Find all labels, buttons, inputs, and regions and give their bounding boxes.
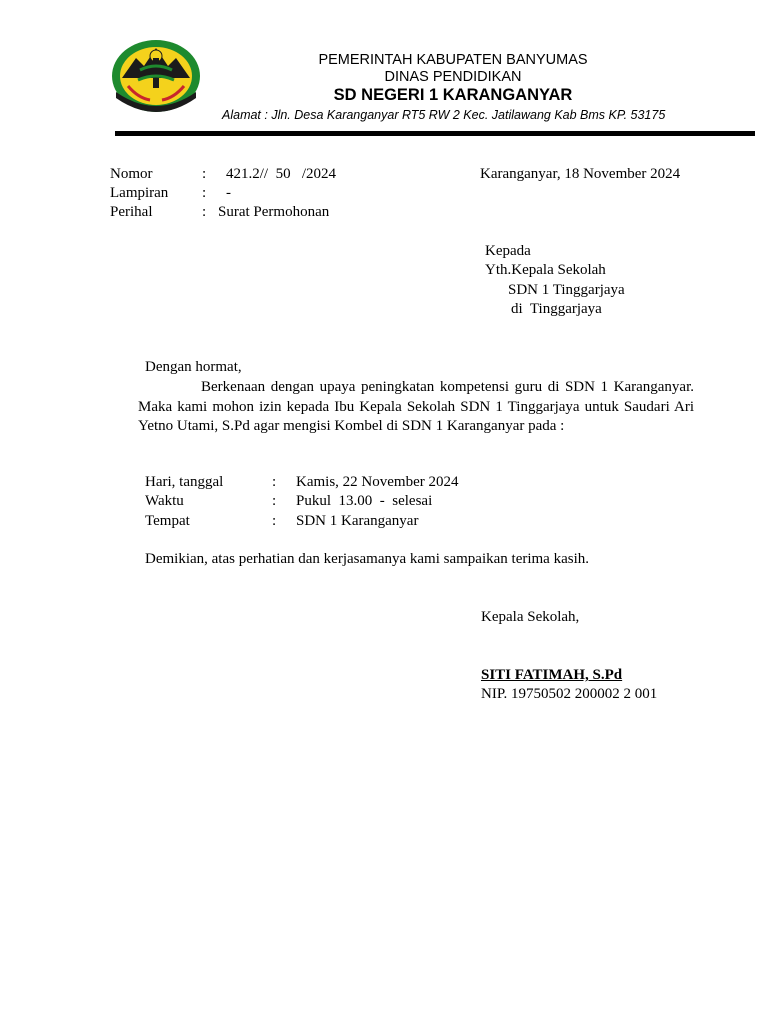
body-paragraph-block (138, 378, 694, 437)
letterhead-divider (115, 131, 755, 136)
schedule-place-value: SDN 1 Karanganyar (296, 513, 419, 529)
recipient-line-4: di Tinggarjaya (511, 301, 602, 317)
lampiran-label: Lampiran (110, 185, 169, 201)
letterhead-department: DINAS PENDIDIKAN (384, 69, 522, 85)
letterhead-address: Alamat : Jln. Desa Karanganyar RT5 RW 2 Kec. Jatilawang Kab Bms KP. 53175 (222, 108, 666, 122)
place-date: Karanganyar, 18 November 2024 (480, 166, 681, 182)
signature-title: Kepala Sekolah, (481, 609, 580, 625)
recipient-line-3: SDN 1 Tinggarjaya (508, 282, 625, 298)
recipient-line-2: Yth.Kepala Sekolah (485, 262, 606, 278)
schedule-time-label: Waktu (145, 493, 184, 509)
greeting: Dengan hormat, (145, 359, 242, 375)
schedule-place-label: Tempat (145, 513, 190, 529)
schedule-date-colon: : (272, 474, 277, 490)
letterhead-school-name: SD NEGERI 1 KARANGANYAR (333, 86, 573, 104)
schedule-date-label: Hari, tanggal (145, 474, 224, 490)
nomor-colon: : (202, 166, 207, 182)
schedule-place-colon: : (272, 513, 277, 529)
signature-name: SITI FATIMAH, S.Pd (481, 667, 623, 683)
signature-nip: NIP. 19750502 200002 2 001 (481, 686, 658, 702)
schedule-time-value: Pukul 13.00 - selesai (296, 493, 433, 509)
schedule-date-value: Kamis, 22 November 2024 (296, 474, 459, 490)
schedule-time-colon: : (272, 493, 277, 509)
perihal-label: Perihal (110, 204, 153, 220)
lampiran-colon: : (202, 185, 207, 201)
perihal-value: Surat Permohonan (218, 204, 330, 220)
nomor-value: 421.2// 50 /2024 (226, 166, 337, 182)
perihal-colon: : (202, 204, 207, 220)
banyumas-regency-logo (110, 36, 202, 114)
recipient-line-1: Kepada (485, 243, 531, 259)
letterhead-government: PEMERINTAH KABUPATEN BANYUMAS (318, 52, 588, 68)
body-paragraph: Berkenaan dengan upaya peningkatan kompetensi guru di SDN 1 Karanganyar. Maka kami mohon izin kepada Ibu Kepala Sekolah SDN 1 Tinggarjaya untuk Saudari Ari Yetno Utami, S.Pd agar mengisi Kombel di SDN 1 Karanganyar pada : (138, 379, 694, 434)
nomor-label: Nomor (110, 166, 153, 182)
lampiran-value: - (226, 185, 231, 201)
closing-sentence: Demikian, atas perhatian dan kerjasamanya kami sampaikan terima kasih. (145, 551, 590, 567)
